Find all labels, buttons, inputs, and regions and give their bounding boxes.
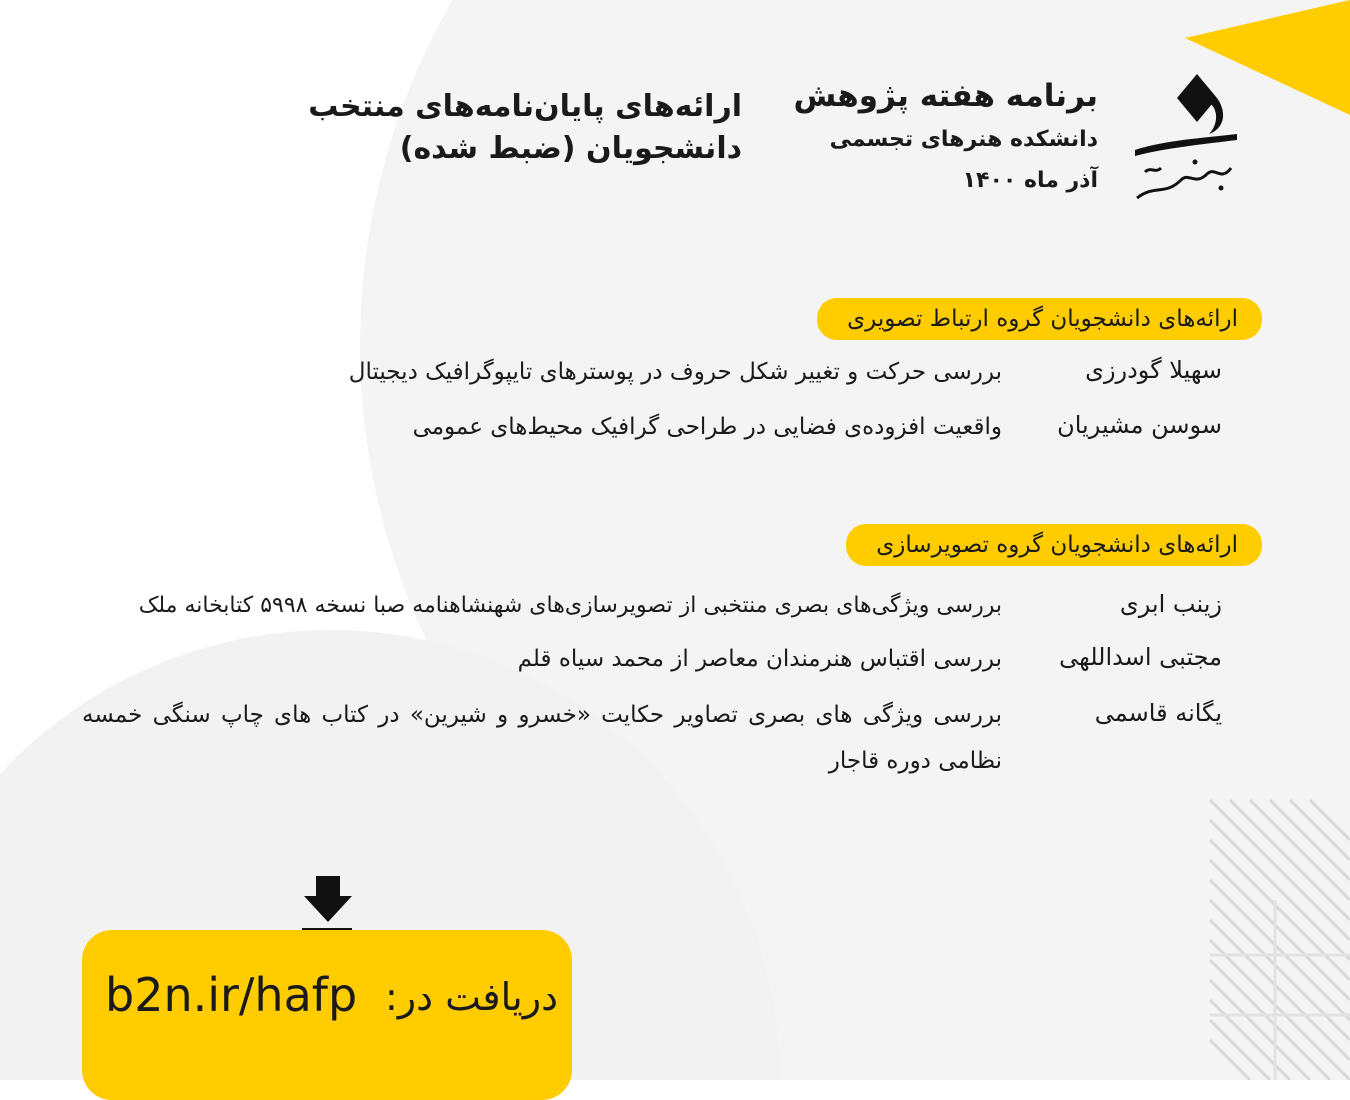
- presenter-name: یگانه قاسمی: [1094, 699, 1222, 727]
- presentation-topic: بررسی اقتباس هنرمندان معاصر از محمد سیاه قلم: [517, 646, 1002, 672]
- download-label: دریافت در:: [384, 975, 558, 1019]
- download-link[interactable]: b2n.ir/hafp: [105, 968, 358, 1022]
- program-date: آذر ماه ۱۴۰۰: [962, 168, 1098, 193]
- presentation-topic: بررسی ویژگی‌های بصری منتخبی از تصویرسازی‌های شهنشاهنامه صبا نسخه ۵۹۹۸ کتابخانه ملک: [138, 593, 1002, 618]
- presentation-topic: واقعیت افزوده‌ی فضایی در طراحی گرافیک محیط‌های عمومی: [412, 414, 1002, 440]
- presenter-name: زینب ابری: [1119, 590, 1222, 618]
- logo-diamond-icon: [1177, 74, 1217, 122]
- program-title: برنامه هفته پژوهش: [793, 78, 1098, 114]
- presentation-topic: بررسی حرکت و تغییر شکل حروف در پوسترهای تایپوگرافیک دیجیتال: [348, 359, 1002, 385]
- section-heading-illustration: ارائه‌های دانشجویان گروه تصویرسازی: [846, 524, 1262, 566]
- event-title: ارائه‌های پایان‌نامه‌های منتخب دانشجویان (ضبط شده): [308, 89, 742, 166]
- presentation-topic: بررسی ویژگی های بصری تصاویر حکایت «خسرو و شیرین» در کتاب های چاپ سنگی خمسه نظامی دوره قاجار: [82, 702, 1002, 774]
- university-of-art-logo: [1125, 68, 1245, 208]
- presenter-name: سهیلا گودرزی: [1085, 356, 1222, 384]
- presenter-name: سوسن مشیریان: [1057, 411, 1222, 439]
- faculty-name: دانشکده هنرهای تجسمی: [829, 127, 1098, 152]
- section-heading-visual-communication: ارائه‌های دانشجویان گروه ارتباط تصویری: [817, 298, 1262, 340]
- presenter-name: مجتبی اسداللهی: [1059, 643, 1222, 671]
